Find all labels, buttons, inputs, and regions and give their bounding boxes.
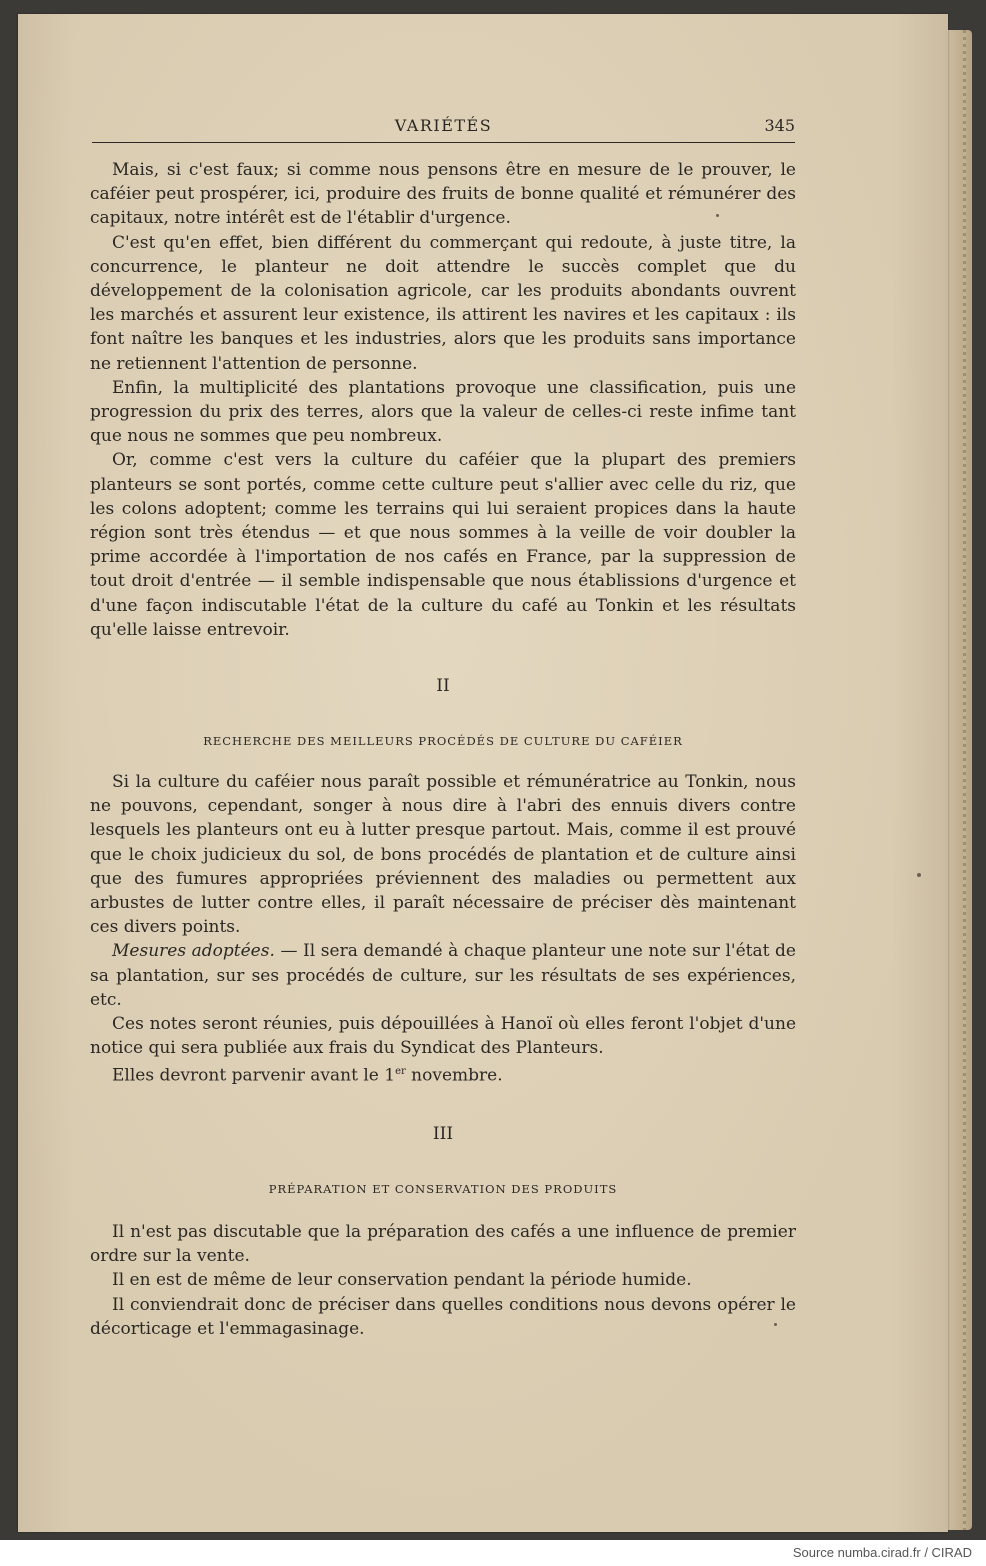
superscript: er xyxy=(395,1066,406,1078)
paragraph-text: novembre. xyxy=(405,1066,503,1087)
paper-speck xyxy=(774,1323,777,1326)
running-title: VARIÉTÉS xyxy=(394,116,493,135)
section-2-text-block xyxy=(90,770,796,1088)
page-header xyxy=(92,114,795,143)
section-3-text-block xyxy=(90,1220,796,1341)
paragraph xyxy=(90,1060,796,1088)
paragraph: Il n'est pas discutable que la préparation des cafés a une influence de premier ordre sur la vente. xyxy=(90,1222,796,1267)
paragraph-text: Elles devront parvenir avant le 1 xyxy=(112,1066,396,1087)
section-number: II xyxy=(436,676,450,696)
paragraph: C'est qu'en effet, bien différent du commerçant qui redoute, à juste titre, la concurrence, le planteur ne doit attendre le succès complet que du développement de la colonisation agricole, car les produits abondants ouvrent les marchés et assurent leur existence, ils attirent les navires et les capitaux : ils font naître les banques et les industries, alors que les produits sans importance ne retiennent l'attention de personne. xyxy=(90,232,796,374)
paragraph: Si la culture du caféier nous paraît possible et rémunératrice au Tonkin, nous ne pouvons, cependant, songer à nous dire à l'abri des ennuis divers contre lesquels les planteurs ont eu à lutter presque partout. Mais, comme il est prouvé que le choix judicieux du sol, de bons procédés de plantation et de culture ainsi que des fumures appropriées préviennent des maladies ou permettent aux arbustes de lutter contre elles, il paraît nécessaire de préciser dès maintenant ces divers points. xyxy=(90,772,796,938)
paragraph: Il en est de même de leur conservation pendant la période humide. xyxy=(112,1270,692,1291)
paper-speck xyxy=(716,214,719,217)
paragraph: Il conviendrait donc de préciser dans quelles conditions nous devons opérer le décorticage et l'emmagasinage. xyxy=(90,1294,796,1339)
paragraph xyxy=(90,939,796,1012)
section-title: PRÉPARATION ET CONSERVATION DES PRODUITS xyxy=(268,1182,618,1196)
paragraph: Ces notes seront réunies, puis dépouillées à Hanoï où elles feront l'objet d'une notice qui sera publiée aux frais du Syndicat des Planteurs. xyxy=(90,1014,796,1059)
section-number: III xyxy=(432,1124,454,1144)
paper-speck xyxy=(917,873,921,877)
italic-label: Mesures adoptées. xyxy=(112,941,275,962)
source-credit: Source numba.cirad.fr / CIRAD xyxy=(792,1545,972,1560)
page-number: 345 xyxy=(764,116,795,135)
paragraph-text: — Il sera demandé à chaque planteur une note sur l'état de sa plantation, sur ses procédés de culture, sur les résultats de ses expériences, etc. xyxy=(90,941,796,1010)
intro-text-block xyxy=(90,158,796,642)
paragraph: Enfin, la multiplicité des plantations provoque une classification, puis une progression du prix des terres, alors que la valeur de celles-ci reste infime tant que nous ne sommes que peu nombreux. xyxy=(90,377,796,447)
section-title: RECHERCHE DES MEILLEURS PROCÉDÉS DE CULTURE DU CAFÉIER xyxy=(203,734,683,748)
paragraph: Mais, si c'est faux; si comme nous pensons être en mesure de le prouver, le caféier peut prospérer, ici, produire des fruits de bonne qualité et rémunérer des capitaux, notre intérêt est de l'établir d'urgence. xyxy=(90,160,796,229)
paragraph: Or, comme c'est vers la culture du caféier que la plupart des premiers planteurs se sont portés, comme cette culture peut s'allier avec celle du riz, que les colons adoptent; comme les terrains qui lui seraient propices dans la haute région sont très étendus — et que nous sommes à la veille de voir doubler la prime accordée à l'importation de nos cafés en France, par la suppression de tout droit d'entrée — il semble indispensable que nous établissions d'urgence et d'une façon indiscutable l'état de la culture du café au Tonkin et les résultats qu'elle laisse entrevoir. xyxy=(90,450,796,640)
